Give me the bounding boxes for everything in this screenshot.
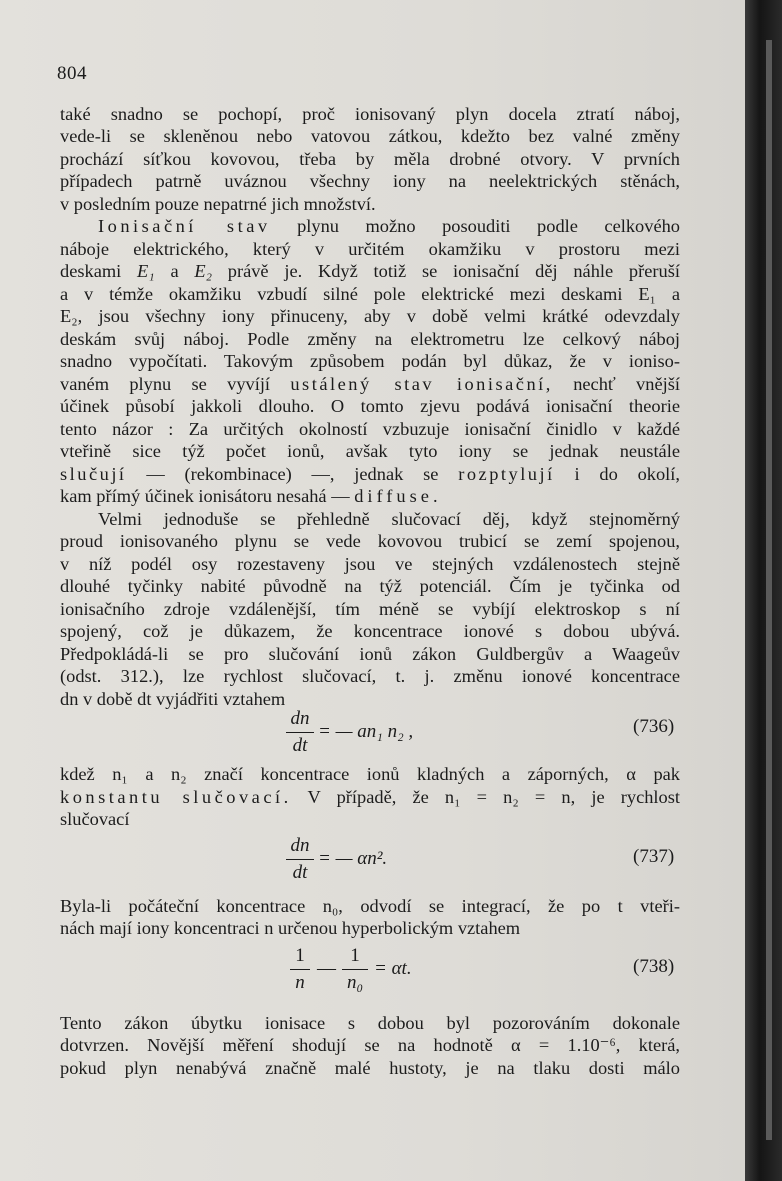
spaced-term: rozptylují	[458, 464, 555, 484]
spaced-term: slučují	[60, 464, 127, 484]
text-line: prochází síťkou kovovou, třeba by měla drobné otvory. V prvních	[60, 149, 680, 169]
text-line: náboje elektrického, který v určitém okamžiku v prostoru mezi	[60, 239, 680, 259]
text-line: deskám svůj náboj. Podle změny na elektrometru lze celkový náboj	[60, 329, 680, 349]
eq736-numerator: dn	[290, 708, 310, 729]
text-line: konstantu slučovací. V případě, že n₁ = n₂ = n, je rychlost	[60, 787, 681, 807]
text-line: vaném plynu se vyvíjí ustálený stav ionisační, nechť vnější	[60, 374, 680, 394]
text-line: dlouhé tyčinky nabité původně na týž potenciál. Čím je tyčinka od	[60, 576, 680, 596]
text-line: nách mají iony koncentraci n určenou hyperbolickým vztahem	[60, 918, 521, 938]
eq737-denominator: dt	[292, 862, 308, 883]
eq738-minus: —	[317, 958, 336, 979]
eq736-rhs: = — an₁ n₂ ,	[318, 721, 414, 742]
text-line: v níž podél osy rozestaveny jsou ve stejných vzdálenostech stejně	[60, 554, 680, 574]
page-number: 804	[57, 63, 87, 84]
text-line: dotvrzen. Novější měření shodují se na hodnotě α = 1.10⁻⁶, která,	[60, 1035, 680, 1055]
text-line: také snadno se pochopí, proč ionisovaný plyn docela ztratí náboj,	[60, 104, 680, 124]
eq737-numerator: dn	[290, 835, 310, 856]
eq738-rhs: = αt.	[374, 958, 412, 979]
text-line: E₂, jsou všechny iony přinuceny, aby v době velmi krátké odevzdaly	[60, 306, 680, 326]
fraction-bar	[286, 859, 314, 860]
eq738-den1: n	[295, 972, 305, 993]
fraction-bar	[342, 969, 368, 970]
eq738-den2: n₀	[346, 972, 364, 993]
eq736-denominator: dt	[292, 735, 308, 756]
fraction-bar	[286, 732, 314, 733]
text-line: kam přímý účinek ionisátoru nesahá — diffuse.	[60, 486, 442, 506]
eq736-label: (736)	[633, 716, 675, 737]
text-line: Byla-li počáteční koncentrace n₀, odvodí se integrací, že po t vteři-	[60, 896, 680, 916]
text-line: spojený, což je důkazem, že koncentrace ionové s dobou ubývá.	[60, 621, 680, 641]
text-line: Velmi jednoduše se přehledně slučovací děj, když stejnoměrný	[98, 509, 680, 529]
fraction-bar	[290, 969, 310, 970]
spine-band	[766, 40, 772, 1140]
text-line: snadno vypočítati. Takovým způsobem podán byl důkaz, že v ioniso-	[60, 351, 680, 371]
text-line: Ionisační stav plynu možno posouditi podle celkového	[98, 216, 680, 236]
text-line: a v témže okamžiku vzbudí silné pole elektrické mezi deskami E₁ a	[60, 284, 680, 304]
spaced-term: ustálený stav ionisační,	[290, 374, 553, 394]
book-spine-edge	[745, 0, 782, 1181]
text-line: deskami E₁ a E₂ právě je. Když totiž se ionisační děj náhle přeruší	[60, 261, 680, 281]
spaced-term: Ionisační stav	[98, 216, 271, 236]
spaced-term: konstantu slučovací.	[60, 787, 292, 807]
eq737-label: (737)	[633, 846, 675, 867]
text-line: slučovací	[60, 809, 130, 829]
text-line: případech patrně uváznou všechny iony na neelektrických stěnách,	[60, 171, 680, 191]
text-line: slučují — (rekombinace) —, jednak se rozptylují i do okolí,	[60, 464, 680, 484]
text-line: dn v době dt vyjádřiti vztahem	[60, 689, 286, 709]
eq738-num1: 1	[295, 945, 305, 966]
text-line: pokud plyn nenabývá značně malé hustoty, je na tlaku dosti málo	[60, 1058, 680, 1078]
text-line: ionisačního zdroje vzdálenější, tím méně se vybíjí elektroskop s ní	[60, 599, 680, 619]
eq738-num2: 1	[350, 945, 360, 966]
text-line: Tento zákon úbytku ionisace s dobou byl pozorováním dokonale	[60, 1013, 680, 1033]
text-line: Předpokládá-li se pro slučování ionů zákon Guldbergův a Waageův	[60, 644, 680, 664]
text-line: vteřině sice týž počet ionů, avšak tyto iony se jednak neustále	[60, 441, 680, 461]
spaced-term: diffuse.	[354, 486, 442, 506]
text-line: v posledním pouze nepatrné jich množství.	[60, 194, 376, 214]
eq737-rhs: = — αn².	[318, 848, 388, 869]
eq738-label: (738)	[633, 956, 675, 977]
text-line: (odst. 312.), lze rychlost slučovací, t. j. změnu ionové koncentrace	[60, 666, 680, 686]
text-line: vede-li se skleněnou nebo vatovou zátkou, kdežto bez valné změny	[60, 126, 680, 146]
text-line: účinek působí jakkoli dlouho. O tomto zjevu podává ionisační theorie	[60, 396, 680, 416]
text-line: proud ionisovaného plynu se vede kovovou trubicí se zemí spojenou,	[60, 531, 680, 551]
text-line: kdež n₁ a n₂ značí koncentrace ionů kladných a záporných, α pak	[60, 764, 680, 784]
text-line: tento názor : Za určitých okolností vzbuzuje ionisační činidlo v každé	[60, 419, 680, 439]
